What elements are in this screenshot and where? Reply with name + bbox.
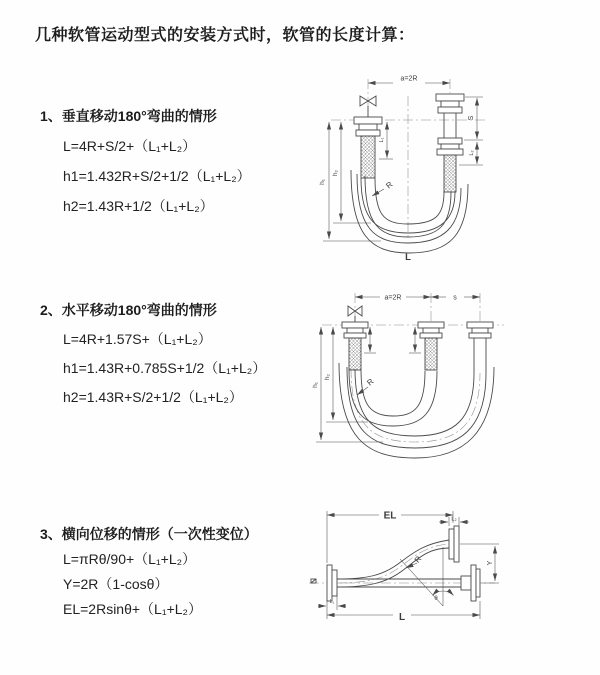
diagram-lateral-displacement [303,503,598,635]
upper-flange-displaced [449,526,459,562]
formula-y: Y=2R（1-cosθ） [63,576,169,592]
formula-h2: h2=1.43R+S/2+1/2（L₁+L₂） [63,389,243,405]
section-horizontal-movement [40,300,266,407]
u-bend-hose-curves [339,338,494,458]
page-title: 几种软管运动型式的安装方式时，软管的长度计算： [35,27,415,44]
right-flange-original [461,565,480,601]
middle-braided-hose [425,338,437,370]
section-2-heading: 2、水平移动180°弯曲的情形 [40,302,217,318]
dim-label-l2: L₂ [451,516,457,523]
formula-length: L=4R+1.57S+（L₁+L₂） [63,331,212,347]
formula-length: L=4R+S/2+（L₁+L₂） [63,138,197,154]
section-1-heading: 1、垂直移动180°弯曲的情形 [40,108,217,124]
dim-label-l: L [398,612,406,623]
dim-label-h1: h₁ [312,382,319,388]
left-flange [342,322,368,338]
section-vertical-movement [40,106,251,216]
length-label: L [405,252,411,262]
dim-label-y: Y [487,560,494,566]
left-braided-hose [361,136,375,178]
right-braided-hose [444,155,456,192]
diagram-vertical-180-bend [313,70,598,262]
formula-length: L=πRθ/90+（L₁+L₂） [63,551,197,567]
section-lateral-displacement [40,524,258,619]
pipe-break-mark [311,579,316,583]
dim-label-a2r: a=2R [384,294,402,302]
formula-h1: h1=1.43R+0.785S+1/2（L₁+L₂） [63,360,267,376]
radius-label: R [384,179,395,191]
radius-label: R [412,554,424,565]
dim-label-l2: L₂ [469,150,475,156]
right-upper-flange [436,94,464,113]
dim-label-a2r: a=2R [400,75,418,83]
formula-el: EL=2Rsinθ+（L₁+L₂） [63,601,202,617]
dim-label-l1: L₁ [379,137,385,143]
formula-h2: h2=1.43R+1/2（L₁+L₂） [63,198,214,214]
left-flange [327,565,337,601]
left-braided-hose [349,338,361,370]
left-flange [354,117,382,136]
angle-theta-label: θ [434,596,438,602]
dim-label-el: EL [383,510,397,522]
radius-label: R [365,376,376,388]
dimension-lines [316,294,480,442]
dim-label-h1: h₁ [319,179,326,185]
dim-label-s: S [468,115,475,121]
dim-label-h2: h₂ [324,373,331,381]
formula-h1: h1=1.432R+S/2+1/2（L₁+L₂） [63,168,251,184]
dim-label-s: s [453,294,457,302]
diagram-horizontal-180-bend [308,285,598,465]
centerlines [331,79,485,240]
right-flange-moved-position [467,322,493,338]
dim-label-l1: L₁ [329,599,335,605]
right-lower-flange [437,138,463,155]
middle-flange [418,322,444,338]
dim-label-h2: h₂ [332,169,339,177]
section-3-heading: 3、横向位移的情形（一次性变位） [40,526,258,542]
